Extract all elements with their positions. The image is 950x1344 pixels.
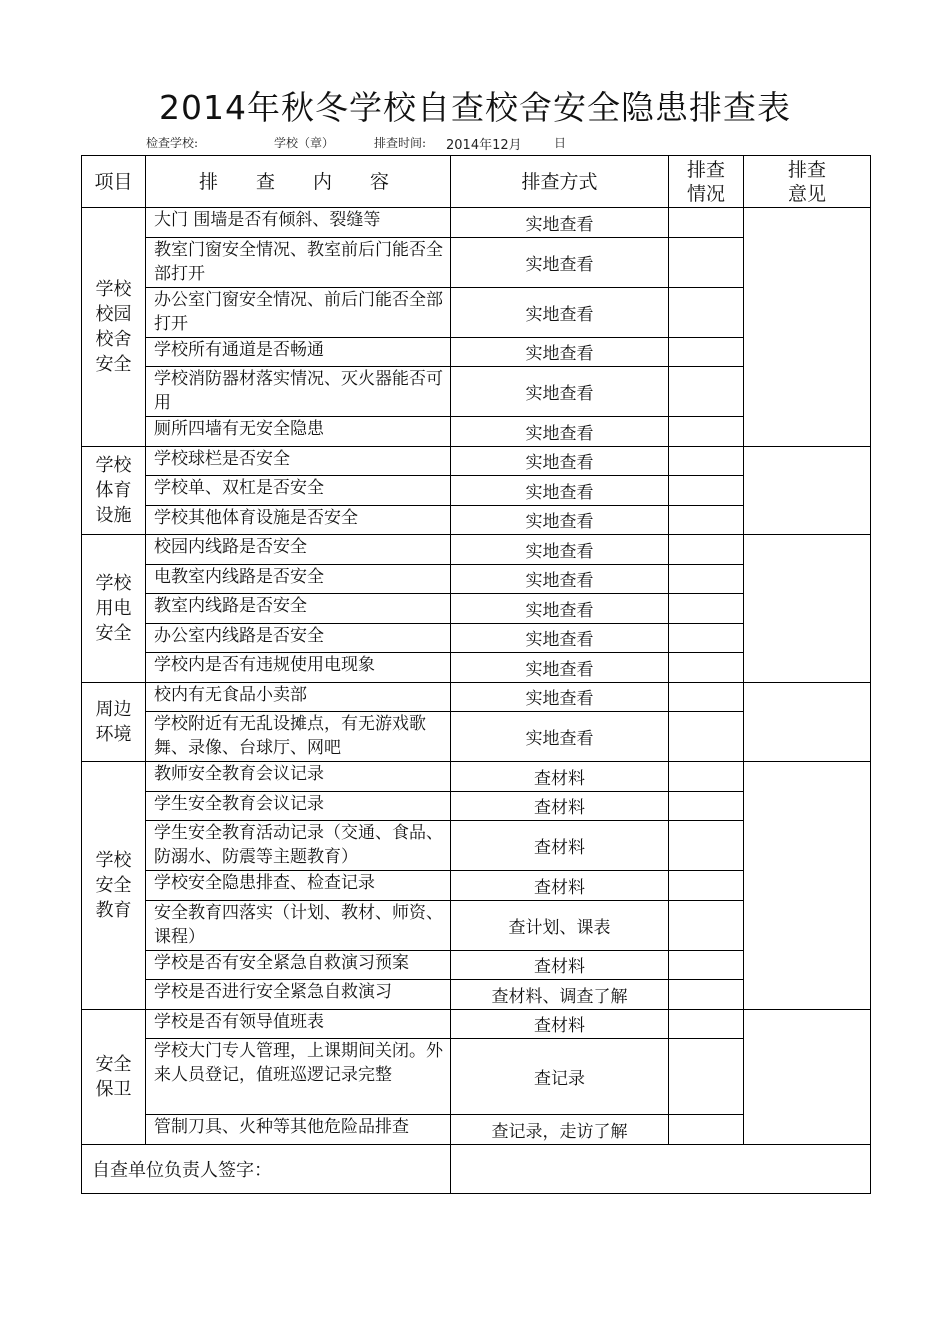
method-cell: 查材料、调查了解 xyxy=(451,980,669,1010)
content-cell: 办公室内线路是否安全 xyxy=(146,623,451,653)
method-cell: 实地查看 xyxy=(451,446,669,476)
category-cell: 周边 环境 xyxy=(82,682,146,762)
content-cell: 办公室门窗安全情况、前后门能否全部打开 xyxy=(146,287,451,337)
status-cell[interactable] xyxy=(669,594,744,624)
content-cell: 学校是否进行安全紧急自救演习 xyxy=(146,980,451,1010)
status-cell[interactable] xyxy=(669,367,744,417)
status-cell[interactable] xyxy=(669,980,744,1010)
method-cell: 查材料 xyxy=(451,1009,669,1039)
status-cell[interactable] xyxy=(669,1039,744,1115)
method-cell: 实地查看 xyxy=(451,505,669,535)
signature-field[interactable] xyxy=(451,1144,871,1193)
time-label: 排查时间: xyxy=(374,136,427,150)
opinion-cell[interactable] xyxy=(744,682,871,762)
category-cell: 学校 用电 安全 xyxy=(82,535,146,683)
opinion-cell[interactable] xyxy=(744,762,871,1010)
header-content: 排查内容 xyxy=(146,156,451,208)
content-cell: 学校大门专人管理，上课期间关闭。外来人员登记，值班巡逻记录完整 xyxy=(146,1039,451,1115)
content-cell: 学校其他体育设施是否安全 xyxy=(146,505,451,535)
header-opinion: 排查 意见 xyxy=(744,156,871,208)
header-row xyxy=(82,156,871,208)
status-cell[interactable] xyxy=(669,505,744,535)
content-cell: 校内有无食品小卖部 xyxy=(146,682,451,712)
status-cell[interactable] xyxy=(669,208,744,238)
content-cell: 安全教育四落实（计划、教材、师资、课程） xyxy=(146,900,451,950)
method-cell: 实地查看 xyxy=(451,367,669,417)
status-cell[interactable] xyxy=(669,900,744,950)
opinion-cell[interactable] xyxy=(744,535,871,683)
status-cell[interactable] xyxy=(669,417,744,447)
status-cell[interactable] xyxy=(669,564,744,594)
seal-label: 学校（章） xyxy=(274,136,335,150)
content-cell: 学校内是否有违规使用电现象 xyxy=(146,653,451,683)
content-cell: 校园内线路是否安全 xyxy=(146,535,451,565)
content-cell: 学校是否有安全紧急自救演习预案 xyxy=(146,950,451,980)
category-cell: 学校 安全 教育 xyxy=(82,762,146,1010)
category-cell: 安全 保卫 xyxy=(82,1009,146,1144)
status-cell[interactable] xyxy=(669,712,744,762)
page-title: 2014年秋冬学校自查校舍安全隐患排查表 xyxy=(159,88,791,127)
content-cell: 教室内线路是否安全 xyxy=(146,594,451,624)
method-cell: 实地查看 xyxy=(451,287,669,337)
school-label: 检查学校: xyxy=(146,136,199,150)
method-cell: 实地查看 xyxy=(451,476,669,506)
status-cell[interactable] xyxy=(669,950,744,980)
content-cell: 学校消防器材落实情况、灭火器能否可用 xyxy=(146,367,451,417)
status-cell[interactable] xyxy=(669,476,744,506)
inspection-table xyxy=(81,155,871,1194)
method-cell: 查材料 xyxy=(451,762,669,792)
opinion-cell[interactable] xyxy=(744,446,871,535)
status-cell[interactable] xyxy=(669,682,744,712)
content-cell: 教室门窗安全情况、教室前后门能否全部打开 xyxy=(146,237,451,287)
method-cell: 查材料 xyxy=(451,950,669,980)
status-cell[interactable] xyxy=(669,1115,744,1145)
method-cell: 实地查看 xyxy=(451,337,669,367)
method-cell: 实地查看 xyxy=(451,417,669,447)
status-cell[interactable] xyxy=(669,1009,744,1039)
method-cell: 查记录 xyxy=(451,1039,669,1115)
method-cell: 实地查看 xyxy=(451,712,669,762)
content-cell: 管制刀具、火种等其他危险品排查 xyxy=(146,1115,451,1145)
method-cell: 查材料 xyxy=(451,821,669,871)
content-cell: 学校单、双杠是否安全 xyxy=(146,476,451,506)
opinion-cell[interactable] xyxy=(744,208,871,447)
header-method: 排查方式 xyxy=(451,156,669,208)
method-cell: 实地查看 xyxy=(451,237,669,287)
method-cell: 实地查看 xyxy=(451,653,669,683)
signature-row xyxy=(82,1144,871,1193)
table-row xyxy=(82,682,871,712)
method-cell: 实地查看 xyxy=(451,208,669,238)
method-cell: 查计划、课表 xyxy=(451,900,669,950)
content-cell: 大门 围墙是否有倾斜、裂缝等 xyxy=(146,208,451,238)
method-cell: 实地查看 xyxy=(451,535,669,565)
table-row xyxy=(82,1009,871,1039)
status-cell[interactable] xyxy=(669,653,744,683)
method-cell: 查记录，走访了解 xyxy=(451,1115,669,1145)
day-label: 日 xyxy=(554,136,567,150)
time-value: 2014年12月 xyxy=(446,138,522,153)
content-cell: 厕所四墙有无安全隐患 xyxy=(146,417,451,447)
status-cell[interactable] xyxy=(669,623,744,653)
method-cell: 查材料 xyxy=(451,791,669,821)
table-row xyxy=(82,208,871,238)
content-cell: 学校球栏是否安全 xyxy=(146,446,451,476)
table-row xyxy=(82,762,871,792)
status-cell[interactable] xyxy=(669,337,744,367)
content-cell: 学生安全教育活动记录（交通、食品、防溺水、防震等主题教育） xyxy=(146,821,451,871)
method-cell: 实地查看 xyxy=(451,594,669,624)
status-cell[interactable] xyxy=(669,287,744,337)
status-cell[interactable] xyxy=(669,791,744,821)
category-cell: 学校 体育 设施 xyxy=(82,446,146,535)
status-cell[interactable] xyxy=(669,535,744,565)
signature-label: 自查单位负责人签字： xyxy=(82,1144,451,1193)
content-cell: 学校附近有无乱设摊点，有无游戏歌舞、录像、台球厅、网吧 xyxy=(146,712,451,762)
status-cell[interactable] xyxy=(669,446,744,476)
method-cell: 实地查看 xyxy=(451,682,669,712)
header-status: 排查 情况 xyxy=(669,156,744,208)
table-body xyxy=(82,208,871,1145)
method-cell: 实地查看 xyxy=(451,564,669,594)
status-cell[interactable] xyxy=(669,762,744,792)
status-cell[interactable] xyxy=(669,821,744,871)
opinion-cell[interactable] xyxy=(744,1009,871,1144)
header-project: 项目 xyxy=(82,156,146,208)
table-row xyxy=(82,535,871,565)
status-cell[interactable] xyxy=(669,871,744,901)
method-cell: 实地查看 xyxy=(451,623,669,653)
table-row xyxy=(82,446,871,476)
status-cell[interactable] xyxy=(669,237,744,287)
content-cell: 学校所有通道是否畅通 xyxy=(146,337,451,367)
content-cell: 电教室内线路是否安全 xyxy=(146,564,451,594)
method-cell: 查材料 xyxy=(451,871,669,901)
content-cell: 学校是否有领导值班表 xyxy=(146,1009,451,1039)
content-cell: 学校安全隐患排查、检查记录 xyxy=(146,871,451,901)
content-cell: 教师安全教育会议记录 xyxy=(146,762,451,792)
category-cell: 学校 校园 校舍 安全 xyxy=(82,208,146,447)
content-cell: 学生安全教育会议记录 xyxy=(146,791,451,821)
